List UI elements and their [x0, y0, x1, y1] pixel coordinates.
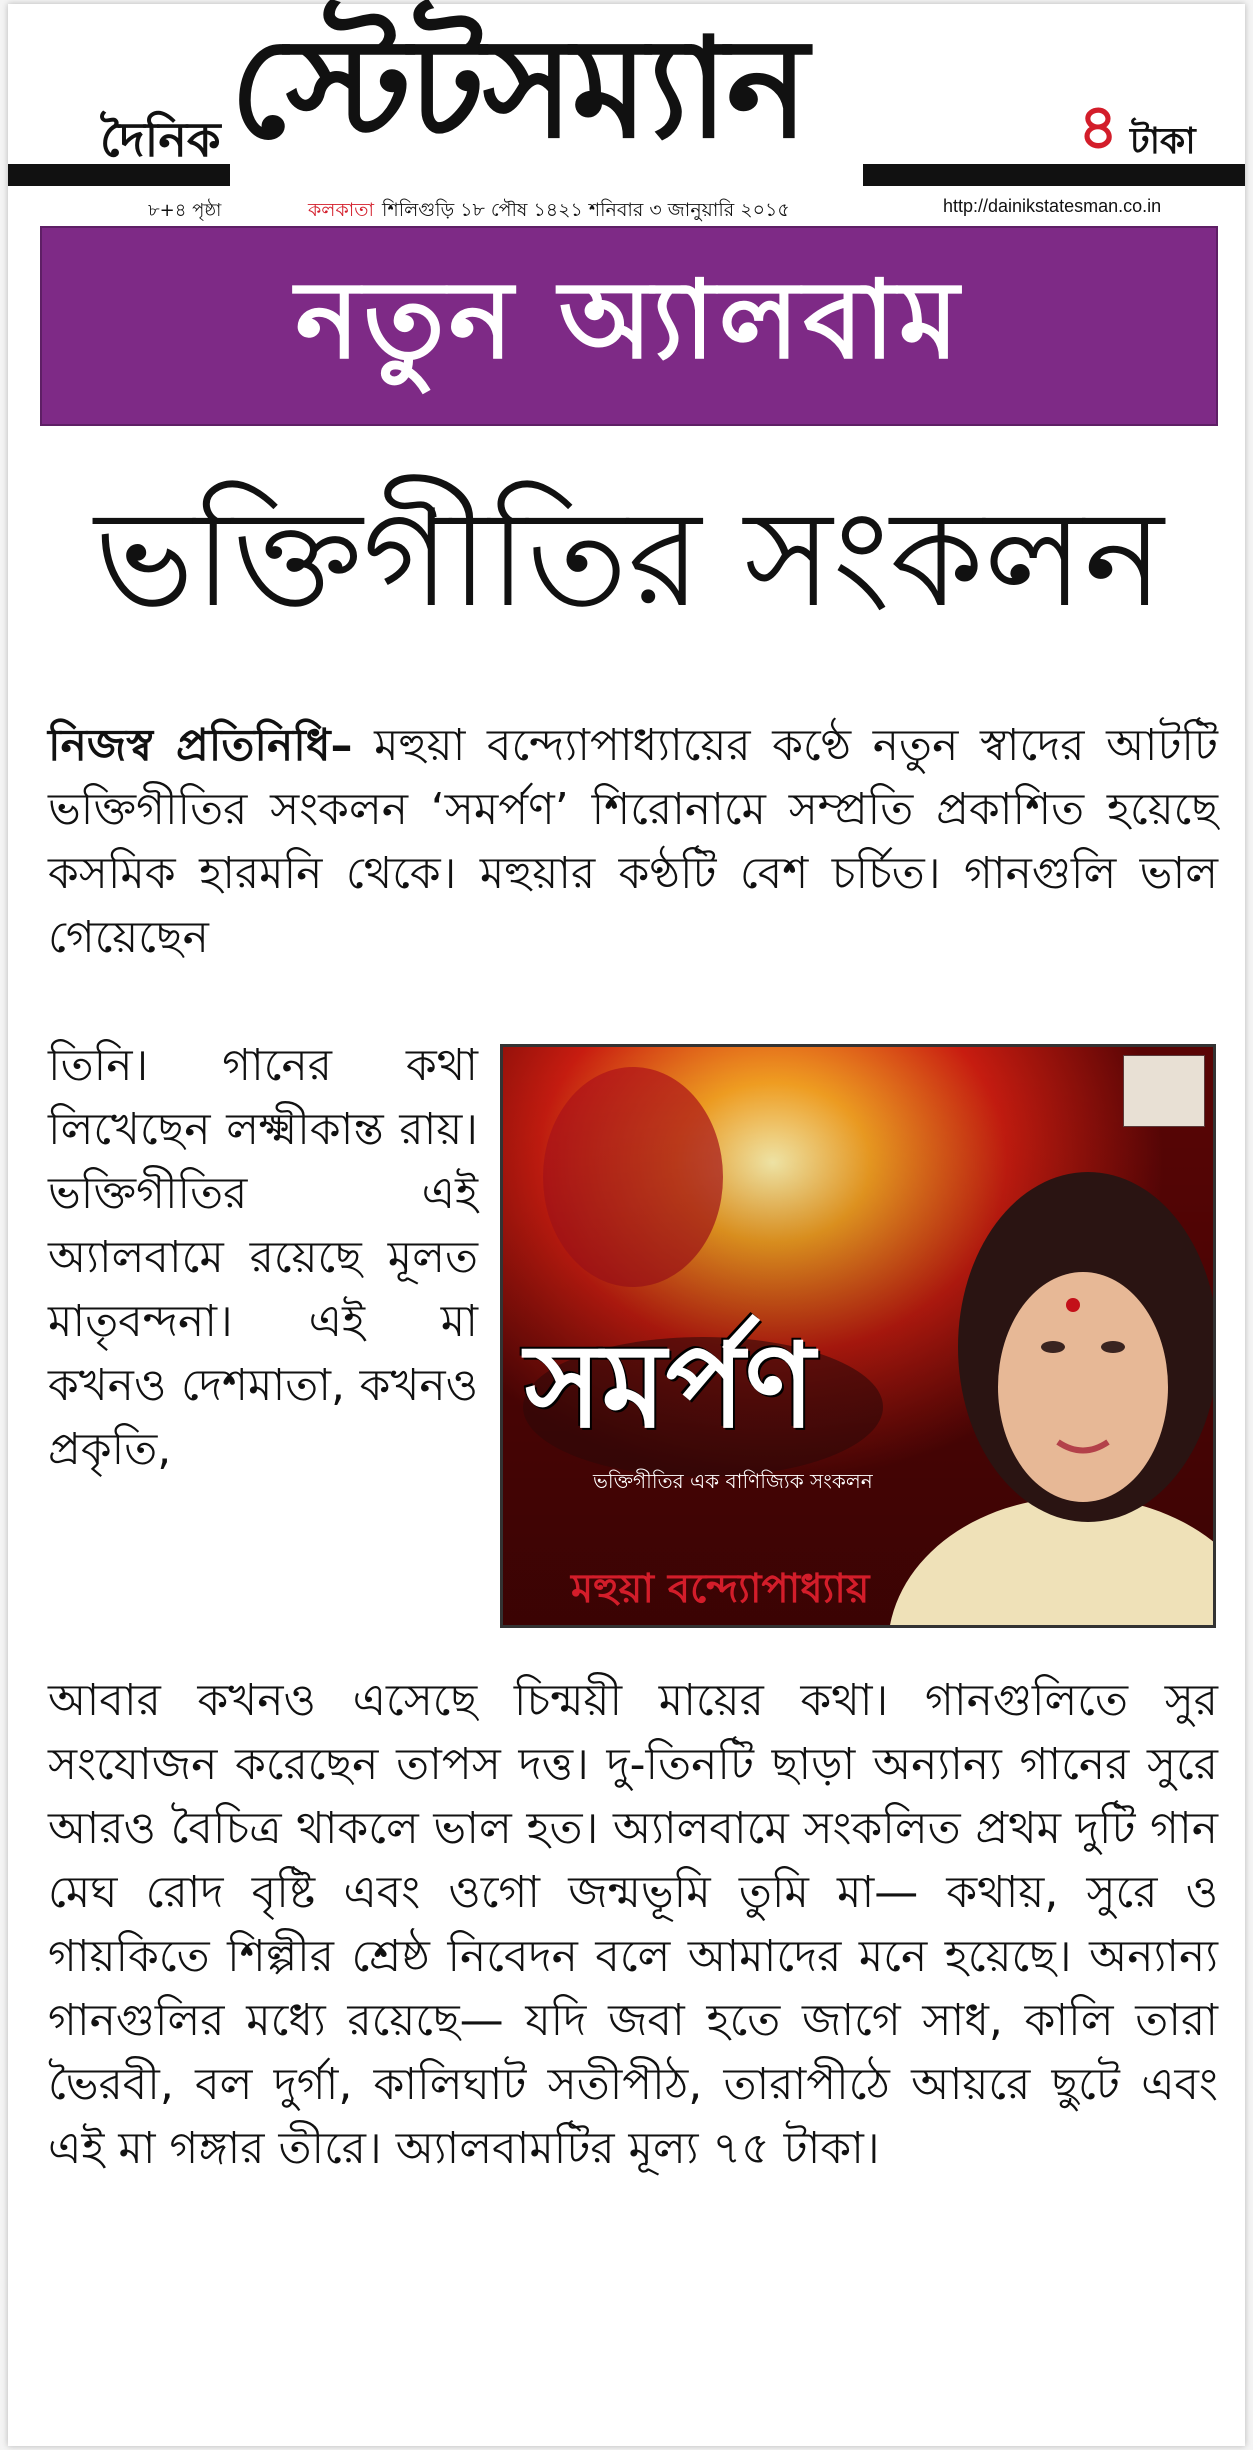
section-banner-text: নতুন অ্যালবাম	[295, 257, 963, 383]
section-banner	[40, 226, 1218, 426]
album-label-logo	[1123, 1055, 1205, 1127]
article-side-column: তিনি। গানের কথা লিখেছেন লক্ষ্মীকান্ত রায়। ভক্তিগীতির এই অ্যালবামে রয়েছে মূলত মাতৃবন্দনা। এই মা কখনও দেশমাতা, কখনও প্রকৃতি,	[48, 1040, 478, 1475]
masthead-currency: টাকা	[1130, 121, 1196, 162]
masthead-price: ৪	[1078, 90, 1119, 163]
masthead-prefix: দৈনিক	[100, 112, 221, 168]
article-continuation: আবার কখনও এসেছে চিন্ময়ী মায়ের কথা। গানগুলিতে সুর সংযোজন করেছেন তাপস দত্ত। দু-তিনটি ছাড়া অন্যান্য গানের সুরে আরও বৈচিত্র থাকলে ভাল হত। অ্যালবামে সংকলিত প্রথম দুটি গান মেঘ রোদ বৃষ্টি এবং ওগো জন্মভূমি তুমি মা— কথায়, সুরে ও গায়কিতে শিল্পীর শ্রেষ্ঠ নিবেদন বলে আমাদের মনে হয়েছে। অন্যান্য গানগুলির মধ্যে রয়েছে— যদি জবা হতে জাগে সাধ, কালি তারা ভৈরবী, বল দুর্গা, কালিঘাট সতীপীঠ, তারাপীঠে আয়রে ছুটে এবং এই মা গঙ্গার তীরে। অ্যালবামটির মূল্য ৭৫ টাকা।	[48, 1675, 1218, 2174]
article-intro-text: মহুয়া বন্দ্যোপাধ্যায়ের কণ্ঠে নতুন স্বাদের আটটি ভক্তিগীতির সংকলন ‘সমর্পণ’ শিরোনামে সম্প্রতি প্রকাশিত হয়েছে কসমিক হারমনি থেকে। মহুয়ার কণ্ঠটি বেশ চর্চিত। গানগুলি ভাল গেয়েছেন	[48, 720, 1218, 963]
article-intro	[48, 714, 1218, 970]
masthead-dateline	[308, 196, 790, 228]
album-cover-title: সমর্পণ	[525, 1319, 815, 1454]
album-cover-subtitle: ভক্তিগীতির এক বাণিজ্যিক সংকলন	[593, 1469, 873, 1493]
masthead-date: শিলিগুড়ি ১৮ পৌষ ১৪২১ শনিবার ৩ জানুয়ারি ২০১৫	[382, 199, 790, 221]
article-headline: ভক্তিগীতির সংকলন	[94, 481, 1164, 637]
album-cover-image	[500, 1044, 1216, 1628]
masthead-url: http://dainikstatesman.co.in	[943, 196, 1162, 216]
album-cover-artist: মহুয়া বন্দ্যোপাধ্যায়	[571, 1566, 870, 1612]
masthead	[8, 4, 1245, 222]
masthead-city: কলকাতা	[308, 199, 375, 221]
newspaper-page	[8, 4, 1245, 2446]
article-byline: নিজস্ব প্রতিনিধি–	[48, 720, 353, 771]
masthead-title: স্টেটসম্যান	[230, 8, 807, 169]
masthead-pages: ৮+৪ পৃষ্ঠা	[148, 200, 222, 221]
